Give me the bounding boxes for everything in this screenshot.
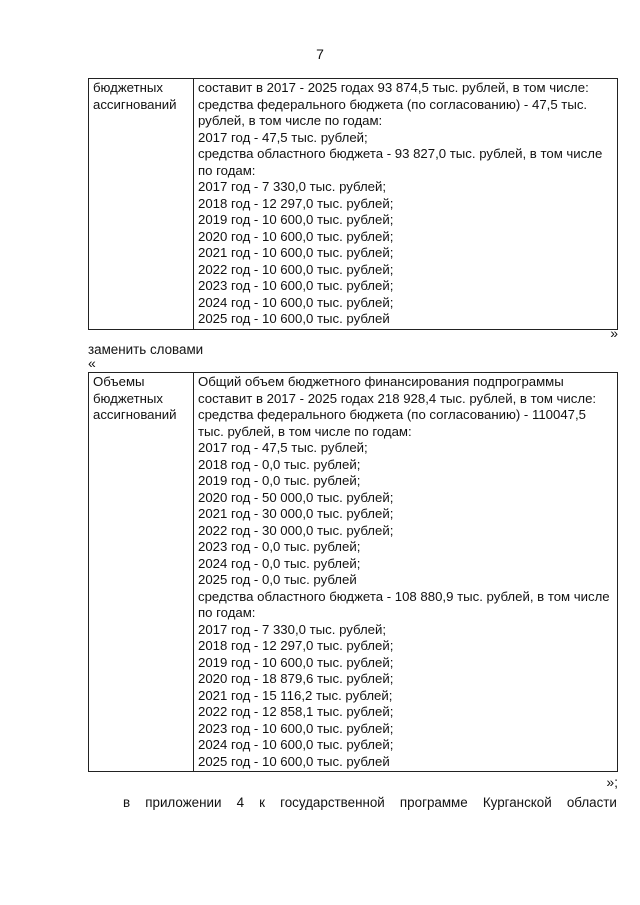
cell-line: 2017 год - 47,5 тыс. рублей;: [198, 129, 368, 145]
cell-line: 2022 год - 10 600,0 тыс. рублей;: [198, 261, 394, 277]
funding-text-cell: [194, 373, 618, 772]
word: приложении: [145, 795, 222, 810]
cell-line: 2019 год - 10 600,0 тыс. рублей;: [198, 212, 394, 227]
cell-line: 2021 год - 10 600,0 тыс. рублей;: [198, 245, 394, 260]
word: области: [566, 795, 617, 810]
word: Курганской: [482, 795, 552, 810]
body-paragraph-line: [123, 795, 617, 810]
closing-quote: »: [610, 325, 618, 341]
cell-line: 2023 год - 10 600,0 тыс. рублей;: [198, 720, 394, 736]
opening-quote: «: [88, 355, 96, 371]
cell-line: Общий объем бюджетного финансирования подпрограммы составит в 2017 - 2025 годах 218 928,4 тыс. рублей, в том числе:: [198, 374, 597, 406]
page-number: 7: [316, 46, 324, 62]
cell-line: 2023 год - 0,0 тыс. рублей;: [198, 539, 361, 554]
cell-line: 2020 год - 50 000,0 тыс. рублей;: [198, 489, 394, 505]
cell-line: 2024 год - 0,0 тыс. рублей;: [198, 555, 361, 571]
row-label: Объемы бюджетных ассигнований: [89, 373, 194, 772]
cell-line: 2025 год - 10 600,0 тыс. рублей: [198, 311, 390, 326]
cell-line: 2024 год - 10 600,0 тыс. рублей;: [198, 737, 394, 752]
cell-line: 2018 год - 12 297,0 тыс. рублей;: [198, 638, 394, 653]
replace-with-text: заменить словами: [88, 342, 204, 357]
funding-table-new: [88, 372, 618, 772]
cell-line: 2025 год - 10 600,0 тыс. рублей: [198, 753, 390, 769]
word: к: [259, 795, 266, 810]
table-row: [89, 79, 618, 330]
cell-line: 2022 год - 12 858,1 тыс. рублей;: [198, 704, 394, 719]
cell-line: 2020 год - 10 600,0 тыс. рублей;: [198, 228, 394, 244]
word: программе: [399, 795, 468, 810]
closing-quote: »;: [606, 774, 618, 790]
cell-line: 2018 год - 0,0 тыс. рублей;: [198, 456, 361, 472]
cell-line: средства федерального бюджета (по согласованию) - 47,5 тыс. рублей, в том числе по годам:: [198, 96, 588, 128]
word: государственной: [280, 795, 385, 810]
table-row: [89, 373, 618, 772]
cell-line: 2022 год - 30 000,0 тыс. рублей;: [198, 522, 394, 538]
funding-table-old: [88, 78, 618, 330]
cell-line: 2025 год - 0,0 тыс. рублей: [198, 572, 357, 587]
cell-line: средства областного бюджета - 108 880,9 тыс. рублей, в том числе по годам:: [198, 588, 610, 620]
cell-line: 2019 год - 10 600,0 тыс. рублей;: [198, 654, 394, 670]
cell-line: 2018 год - 12 297,0 тыс. рублей;: [198, 195, 394, 211]
word: 4: [236, 795, 245, 810]
cell-line: 2021 год - 15 116,2 тыс. рублей;: [198, 687, 393, 703]
cell-line: 2023 год - 10 600,0 тыс. рублей;: [198, 278, 394, 293]
cell-line: 2017 год - 7 330,0 тыс. рублей;: [198, 621, 387, 637]
cell-line: средства федерального бюджета (по согласованию) - 110047,5 тыс. рублей, в том числе по годам:: [198, 407, 587, 439]
row-label: бюджетных ассигнований: [89, 79, 194, 330]
cell-line: 2021 год - 30 000,0 тыс. рублей;: [198, 506, 394, 521]
cell-line: составит в 2017 - 2025 годах 93 874,5 тыс. рублей, в том числе:: [198, 80, 589, 95]
cell-line: 2020 год - 18 879,6 тыс. рублей;: [198, 671, 394, 686]
cell-line: 2017 год - 7 330,0 тыс. рублей;: [198, 179, 387, 194]
cell-line: 2017 год - 47,5 тыс. рублей;: [198, 440, 368, 455]
cell-line: 2024 год - 10 600,0 тыс. рублей;: [198, 294, 394, 310]
cell-line: средства областного бюджета - 93 827,0 тыс. рублей, в том числе по годам:: [198, 146, 603, 178]
word: в: [123, 795, 131, 810]
cell-line: 2019 год - 0,0 тыс. рублей;: [198, 473, 361, 488]
funding-text-cell: [194, 79, 618, 330]
